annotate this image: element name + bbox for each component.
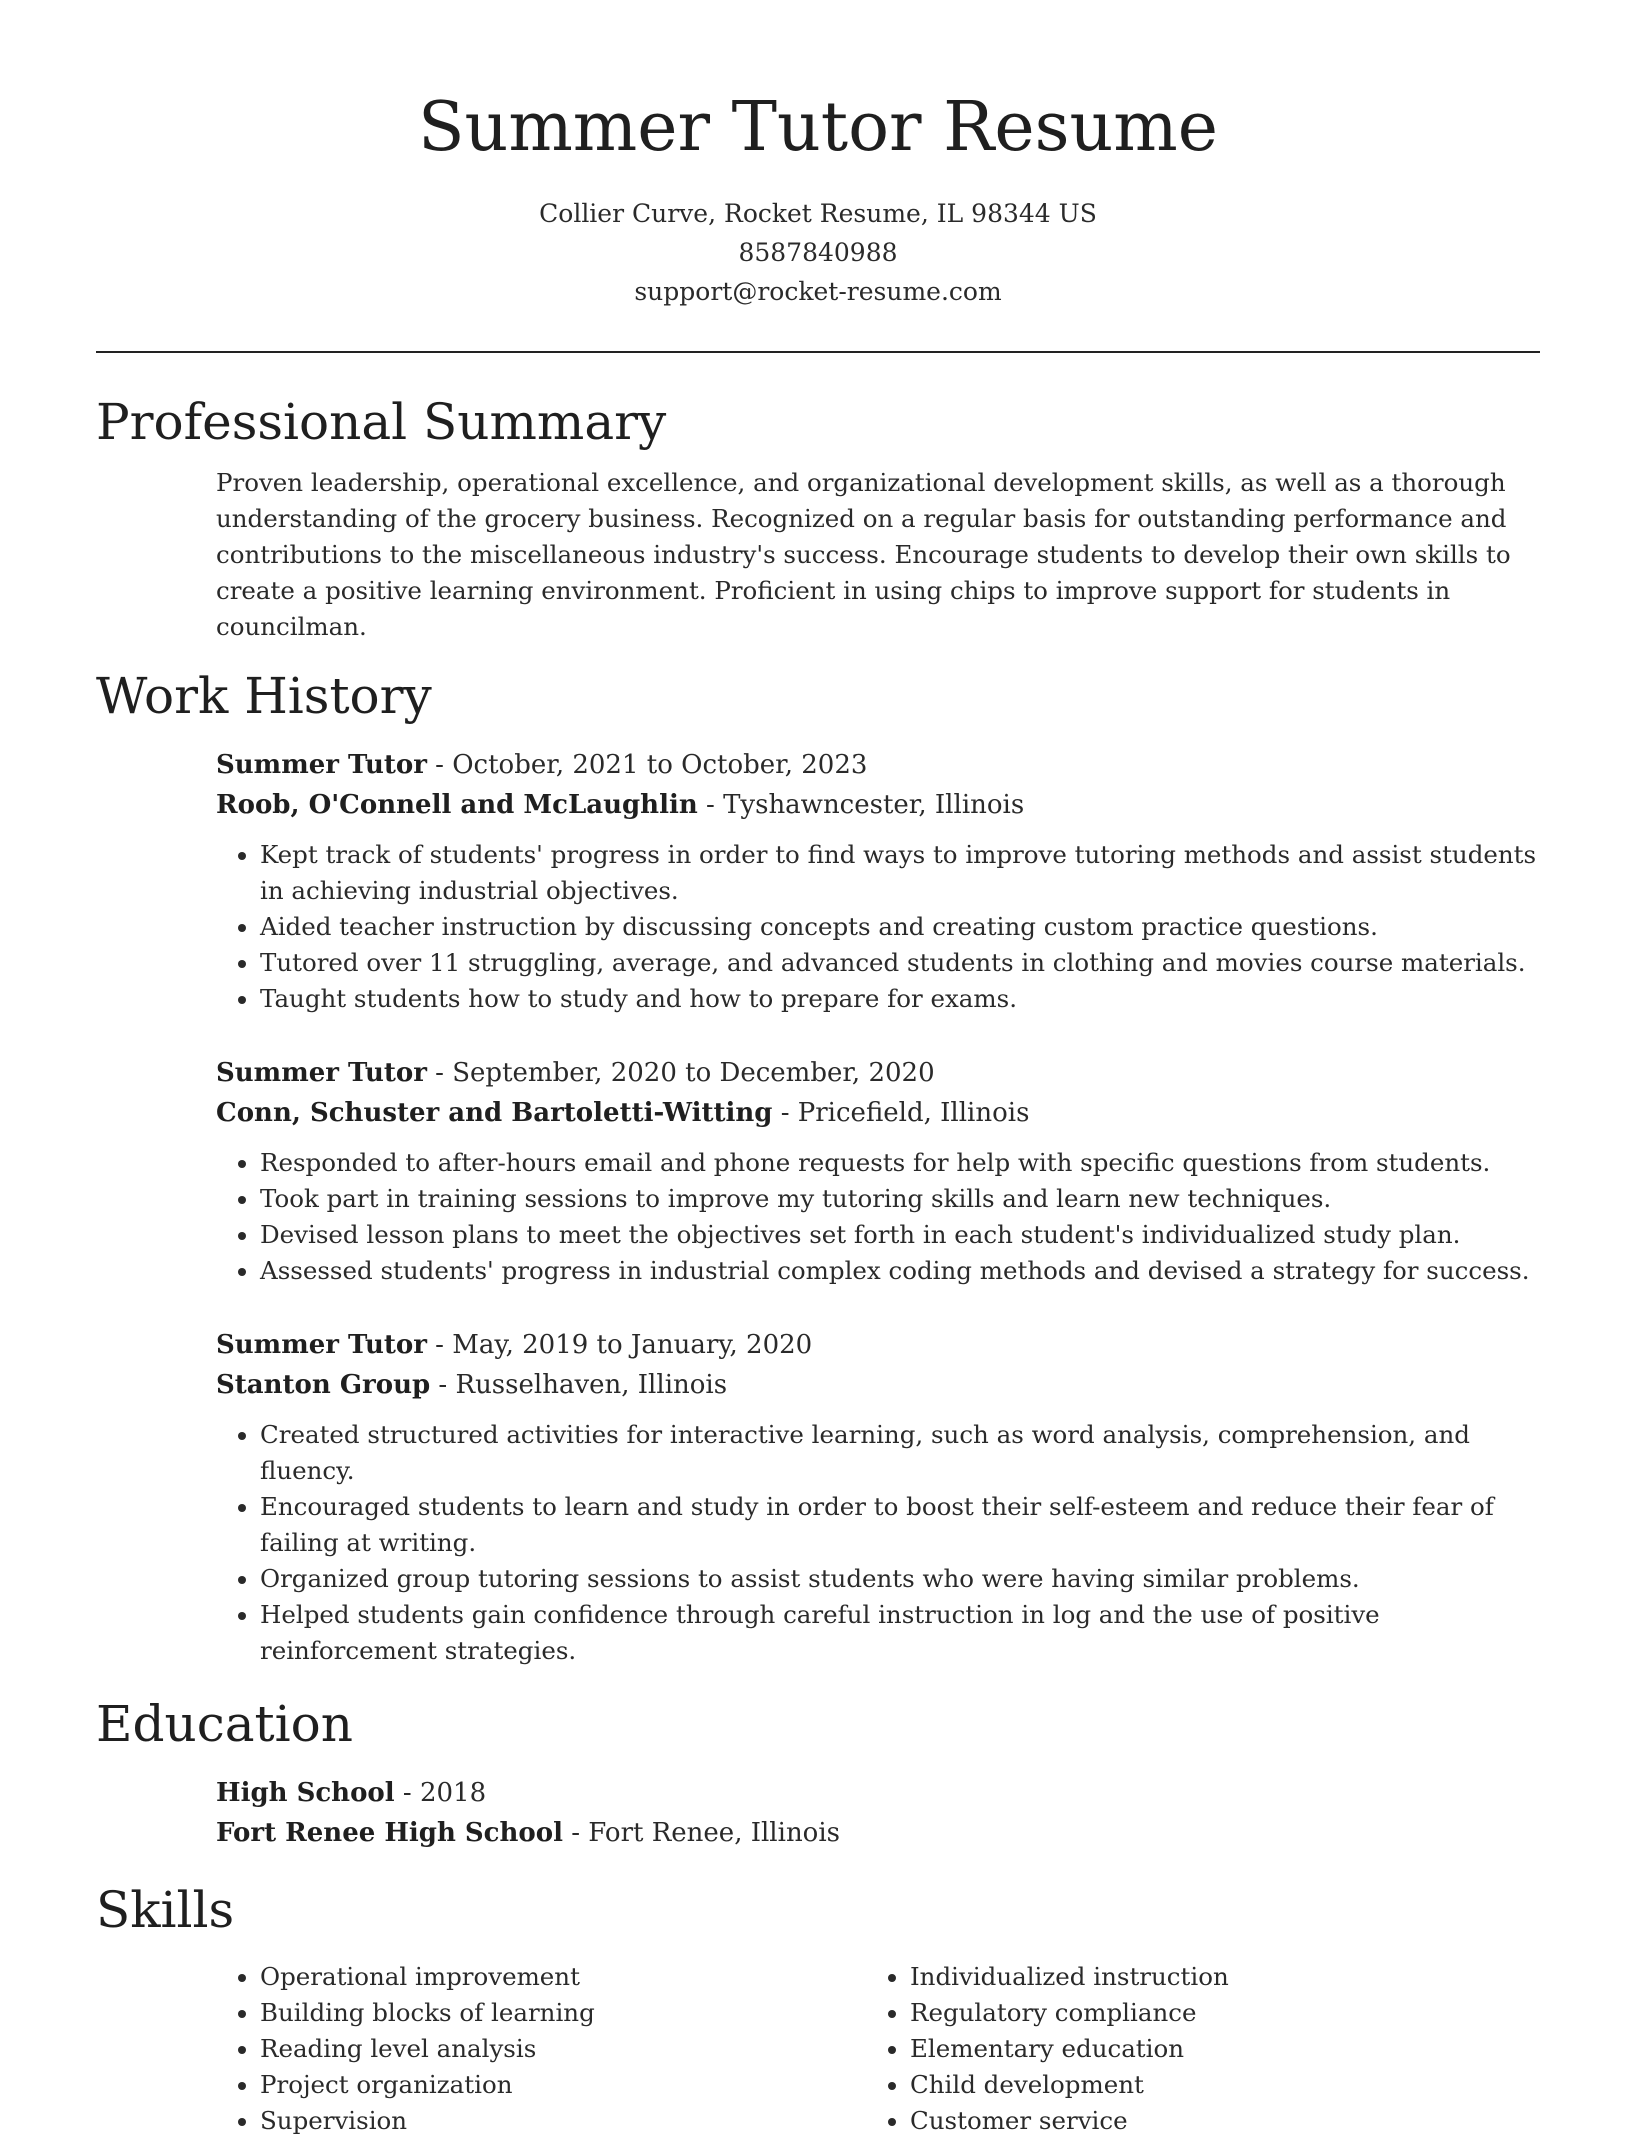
- list-item: • Individualized instruction: [910, 1959, 1516, 1995]
- job-title: Summer Tutor: [216, 1058, 427, 1088]
- section-heading-summary: Professional Summary: [96, 393, 667, 451]
- list-item: • Encouraged students to learn and study in order to boost their self-esteem and reduce their fear of failing at writing.: [260, 1489, 1540, 1561]
- list-item: • Took part in training sessions to improve my tutoring skills and learn new techniques.: [260, 1181, 1540, 1217]
- job-dates: - October, 2021 to October, 2023: [426, 750, 868, 780]
- list-item: • Project organization: [260, 2067, 866, 2103]
- list-item: • Organized group tutoring sessions to assist students who were having similar problems.: [260, 1561, 1540, 1597]
- header-divider: [96, 351, 1540, 353]
- list-item: • Elementary education: [910, 2031, 1516, 2067]
- list-item: • Tutored over 11 struggling, average, and advanced students in clothing and movies course materials.: [260, 945, 1540, 981]
- list-item: • Building blocks of learning: [260, 1995, 866, 2031]
- contact-email: support@rocket-resume.com: [634, 277, 1002, 306]
- education-location: - Fort Renee, Illinois: [562, 1818, 840, 1848]
- job-dates: - May, 2019 to January, 2020: [426, 1330, 813, 1360]
- list-item: • Aided teacher instruction by discussing concepts and creating custom practice questions.: [260, 909, 1540, 945]
- job-location: - Tyshawncester, Illinois: [697, 790, 1025, 820]
- education-degree: High School: [216, 1778, 395, 1808]
- job-company: Roob, O'Connell and McLaughlin: [216, 790, 698, 820]
- job-entry: [216, 1053, 1540, 1289]
- job-company-line: [216, 1365, 1540, 1405]
- education-entry: [216, 1773, 1540, 1853]
- job-bullets: [216, 1145, 1540, 1289]
- job-title-line: [216, 745, 1540, 785]
- education-year: - 2018: [394, 1778, 487, 1808]
- job-title-line: [216, 1325, 1540, 1365]
- list-item: • Supervision: [260, 2103, 866, 2139]
- education-school-line: [216, 1813, 1540, 1853]
- list-item: • Created structured activities for interactive learning, such as word analysis, comprehension, and fluency.: [260, 1417, 1540, 1489]
- contact-phone: 8587840988: [738, 238, 898, 267]
- list-item: • Child development: [910, 2067, 1516, 2103]
- contact-info: [96, 194, 1540, 311]
- list-item: • Devised lesson plans to meet the objectives set forth in each student's individualized study plan.: [260, 1217, 1540, 1253]
- job-title-line: [216, 1053, 1540, 1093]
- summary-text: Proven leadership, operational excellence, and organizational development skills, as well as a thorough understanding of the grocery business. Recognized on a regular basis for outstanding performance and contributions to the miscellaneous industry's success. Encourage students to develop their own skills to create a positive learning environment. Proficient in using chips to improve support for students in councilman.: [216, 468, 1511, 641]
- job-title: Summer Tutor: [216, 750, 427, 780]
- job-dates: - September, 2020 to December, 2020: [426, 1058, 935, 1088]
- resume-header: [96, 0, 1540, 353]
- job-location: - Pricefield, Illinois: [772, 1098, 1030, 1128]
- resume-title: Summer Tutor Resume: [417, 88, 1219, 167]
- job-entry: [216, 745, 1540, 1017]
- education-degree-line: [216, 1773, 1540, 1813]
- job-company-line: [216, 785, 1540, 825]
- job-location: - Russelhaven, Illinois: [430, 1370, 728, 1400]
- job-company: Stanton Group: [216, 1370, 431, 1400]
- list-item: • Assessed students' progress in industrial complex coding methods and devised a strategy for success.: [260, 1253, 1540, 1289]
- list-item: • Kept track of students' progress in order to find ways to improve tutoring methods and assist students in achieving industrial objectives.: [260, 837, 1540, 909]
- job-bullets: [216, 837, 1540, 1017]
- job-entry: [216, 1325, 1540, 1669]
- list-item: • Helped students gain confidence through careful instruction in log and the use of positive reinforcement strategies.: [260, 1597, 1540, 1669]
- list-item: • Regulatory compliance: [910, 1995, 1516, 2031]
- section-heading-work-history: Work History: [96, 667, 432, 725]
- skills-list: [216, 1959, 1540, 2139]
- list-item: • Taught students how to study and how to prepare for exams.: [260, 981, 1540, 1017]
- education-school: Fort Renee High School: [216, 1818, 563, 1848]
- skills-column-right: [866, 1959, 1516, 2139]
- job-company: Conn, Schuster and Bartoletti-Witting: [216, 1098, 773, 1128]
- skills-column-left: [216, 1959, 866, 2139]
- resume-page: [96, 0, 1540, 2139]
- job-bullets: [216, 1417, 1540, 1669]
- list-item: • Customer service: [910, 2103, 1516, 2139]
- contact-address: Collier Curve, Rocket Resume, IL 98344 US: [539, 199, 1097, 228]
- list-item: • Reading level analysis: [260, 2031, 866, 2067]
- list-item: • Operational improvement: [260, 1959, 866, 1995]
- job-company-line: [216, 1093, 1540, 1133]
- section-heading-education: Education: [96, 1695, 353, 1753]
- section-heading-skills: Skills: [96, 1881, 235, 1939]
- list-item: • Responded to after-hours email and phone requests for help with specific questions from students.: [260, 1145, 1540, 1181]
- job-title: Summer Tutor: [216, 1330, 427, 1360]
